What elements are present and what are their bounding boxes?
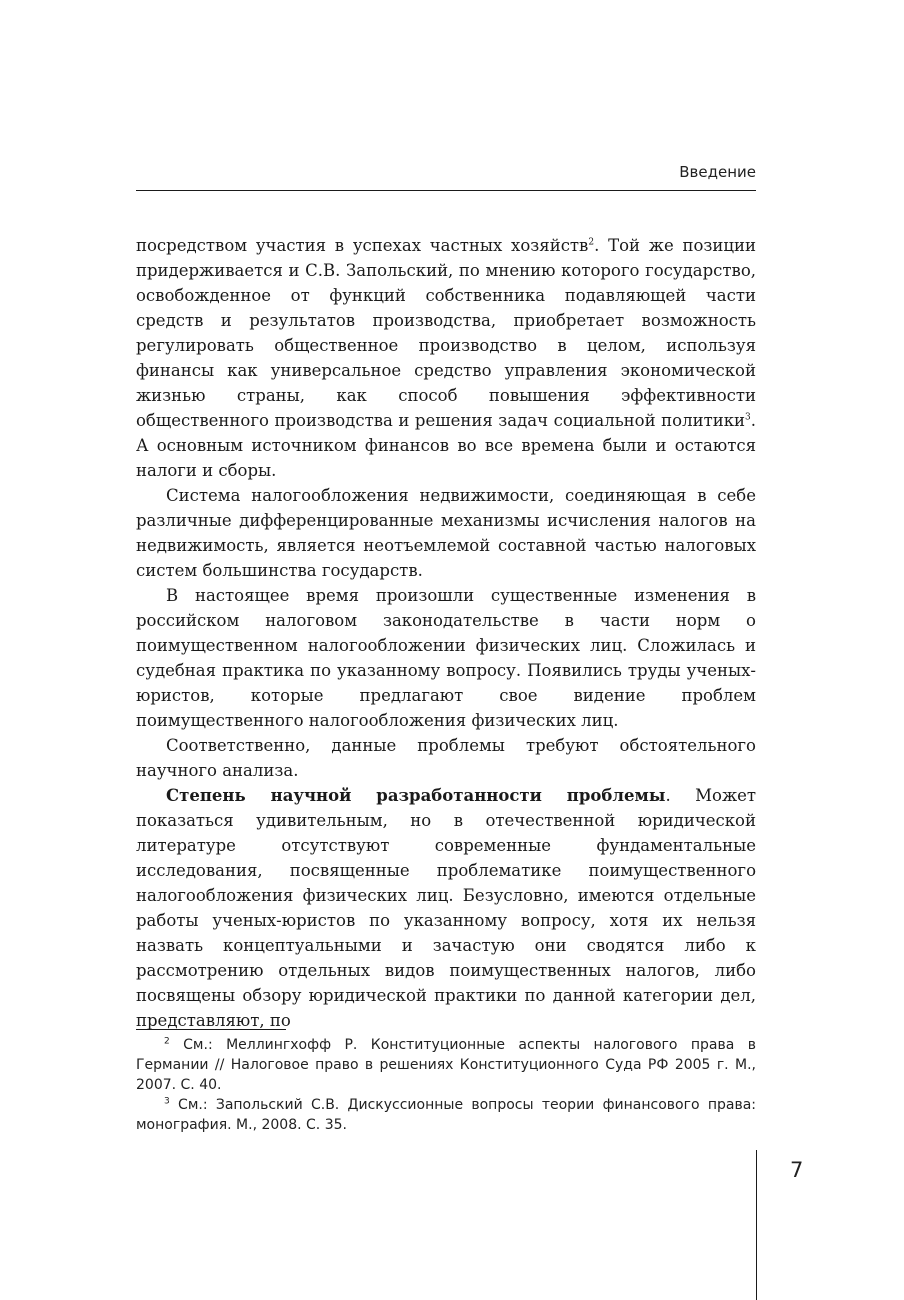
footnote-3: $^3$ См.: Запольский С.В. Дискуссионные вопросы теории финансового права: монография. М., 2008. С. 35. [136, 1096, 756, 1133]
footnote-ref-3[interactable]: 3 [745, 412, 751, 423]
running-header-title: Введение [679, 163, 756, 181]
paragraph-5: Степень научной разработанности проблемы. Может показаться удивительным, но в отечественной юридической литературе отсутствуют современные фундаментальные исследования, посвященные проблематике поимущественного налогообложения физических лиц. Безусловно, имеются отдельные работы ученых-юристов по указанному вопросу, хотя их нельзя назвать концептуальными и зачастую они сводятся либо к рассмотрению отдельных видов поимущественных налогов, либо посвящены обзору юридической практики по данной категории дел, представляют, по [136, 786, 757, 1030]
paragraph-4: Соответственно, данные проблемы требуют обстоятельного научного анализа. [136, 736, 756, 780]
paragraph-2: Система налогообложения недвижимости, соединяющая в себе различные дифференцированные механизмы исчисления налогов на недвижимость, является неотъемлемой составной частью налоговых систем большинства государств. [136, 486, 756, 580]
footnote-2: $^2$ См.: Меллингхофф Р. Конституционные аспекты налогового права в Германии // Налоговое право в решениях Конституционного Суда РФ 2005 г. М., 2007. С. 40. [136, 1036, 756, 1093]
paragraph-1: посредством участия в успехах частных хозяйств$^2$. Той же позиции придерживается и С.В. Запольский, по мнению которого государство, освобожденное от функций собственника подавляющей части средств и результатов производства, приобретает возможность регулировать общественное производство в целом, используя финансы как универсальное средство управления экономической жизнью страны, как способ повышения эффективности общественного производства и решения задач социальной политики$^3$. А основным источником финансов во все времена были и остаются налоги и сборы. [136, 236, 756, 480]
footnote-separator [136, 1029, 286, 1030]
footnotes [136, 1035, 756, 1135]
paragraph-3: В настоящее время произошли существенные изменения в российском налоговом законодательстве в части норм о поимущественном налогообложении физических лиц. Сложилась и судебная практика по указанному вопросу. Появились труды ученых-юристов, которые предлагают свое видение проблем поимущественного налогообложения физических лиц. [136, 586, 756, 730]
header-rule [136, 190, 756, 191]
page-side-rule [756, 1150, 757, 1300]
page-number: 7 [790, 1158, 804, 1182]
section-heading-inline: Степень научной разработанности проблемы [166, 786, 666, 805]
footnote-ref-2[interactable]: 2 [588, 237, 595, 248]
body-text [136, 233, 756, 1033]
